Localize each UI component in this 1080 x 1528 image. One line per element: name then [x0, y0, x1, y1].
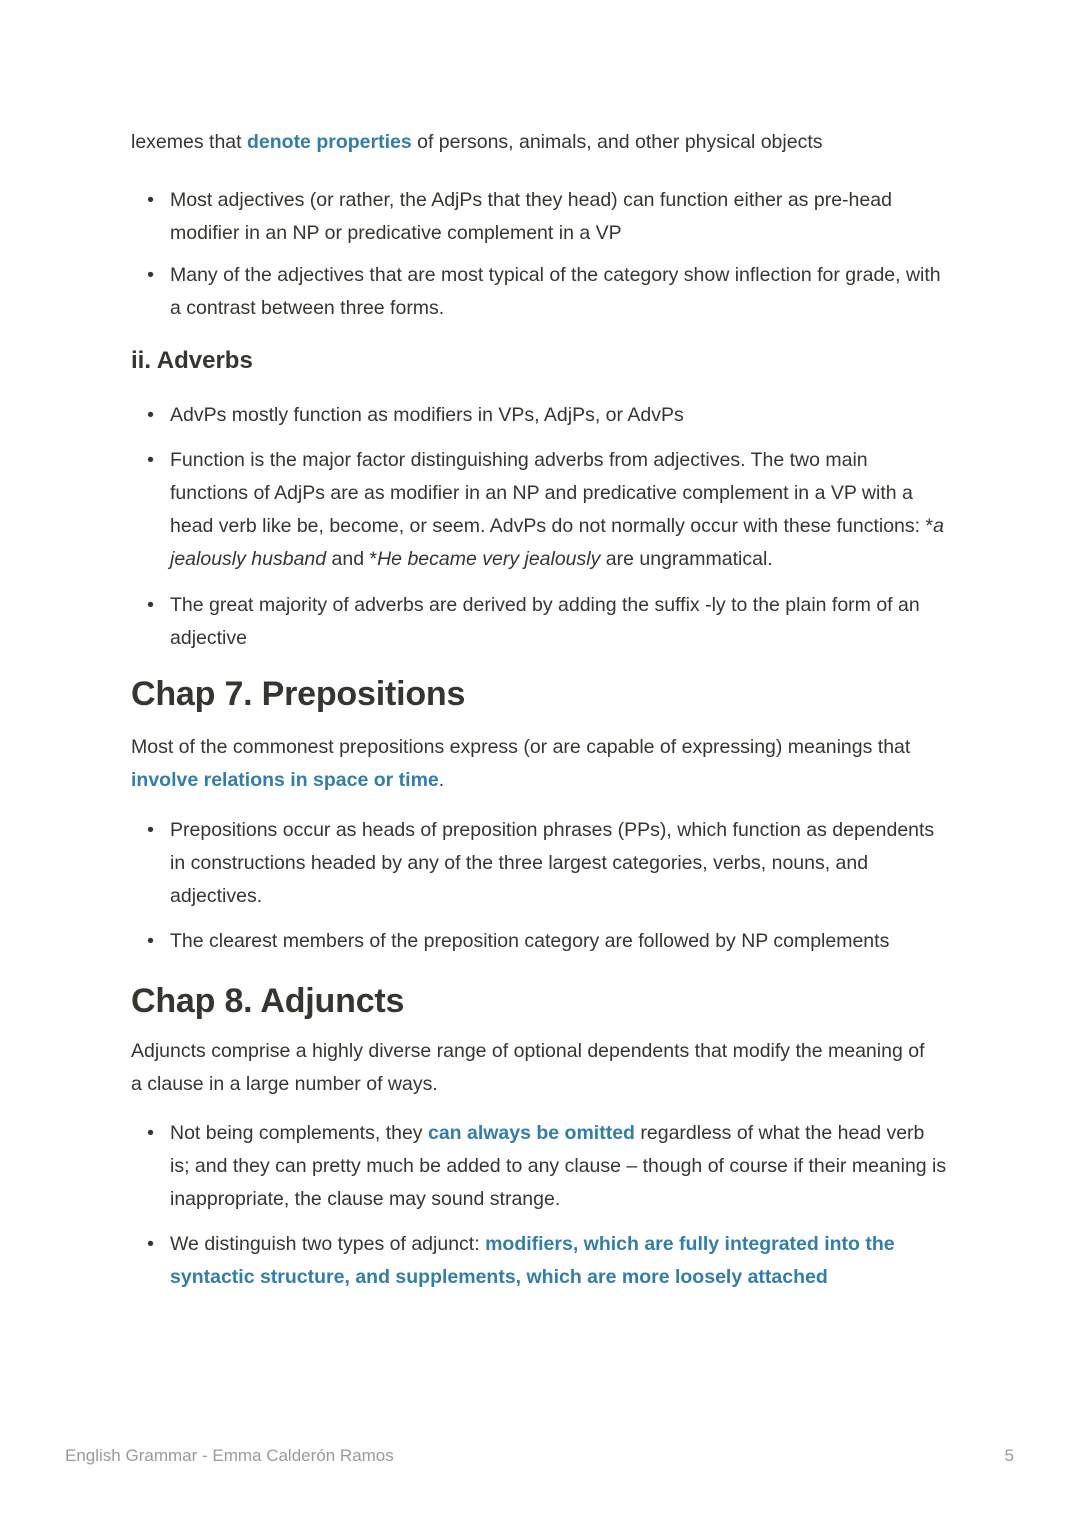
paragraph [131, 1035, 931, 1101]
text-run: Function is the major factor distinguishing adverbs from adjectives. The two main functions of AdjPs are as modifier in an NP and predicative complement in a VP with a head verb like be, become, or seem. AdvPs do not normally occur with these functions: * [170, 449, 934, 537]
bullet-item [131, 589, 947, 655]
bullet-text [170, 814, 947, 913]
text-run: regardless of what the head verb is; and they can pretty much be added to any clause – though of course if their meaning is inappropriate, the clause may sound strange. [170, 1122, 947, 1210]
bullet-marker: • [147, 449, 154, 471]
footer-page-number: 5 [1004, 1446, 1014, 1465]
text-run: Chap 8. Adjuncts [131, 982, 405, 1020]
text-run: The clearest members of the preposition category are followed by NP complements [170, 930, 890, 952]
bullet-text [170, 259, 947, 325]
accent-text: denote properties [246, 131, 412, 153]
bullet-item [131, 399, 947, 432]
accent-text: involve relations in space or time [131, 769, 439, 791]
accent-text: modifiers, which are fully integrated into the syntactic structure, and supplements, which are more loosely attached [170, 1233, 895, 1288]
italic-text: a jealously husband [170, 515, 944, 570]
paragraph [131, 731, 931, 797]
bullet-item [131, 1117, 947, 1216]
text-run: Most of the commonest prepositions express (or are capable of expressing) meanings that [131, 736, 911, 758]
footer-document-title: English Grammar - Emma Calderón Ramos [65, 1446, 394, 1465]
bullet-text [170, 1228, 947, 1294]
text-run: We distinguish two types of adjunct: [170, 1233, 486, 1255]
bullet-item [131, 184, 947, 250]
italic-text: He became very jealously [377, 548, 601, 570]
bullet-text [170, 399, 947, 432]
bullet-marker: • [147, 264, 154, 286]
text-run: ii. Adverbs [131, 347, 253, 374]
bullet-marker: • [147, 819, 154, 841]
text-run: Most adjectives (or rather, the AdjPs that they head) can function either as pre-head modifier in an NP or predicative complement in a VP [170, 189, 892, 244]
bullet-text [170, 925, 947, 958]
bullet-marker: • [147, 594, 154, 616]
bullet-marker: • [147, 1233, 154, 1255]
bullet-item [131, 259, 947, 325]
text-run: AdvPs mostly function as modifiers in VPs, AdjPs, or AdvPs [170, 404, 684, 426]
bullet-text [170, 589, 947, 655]
document-content [131, 126, 947, 1294]
text-run: are ungrammatical. [600, 548, 773, 570]
bullet-item [131, 814, 947, 913]
text-run: . [438, 769, 445, 791]
bullet-item [131, 925, 947, 958]
bullet-marker: • [147, 404, 154, 426]
text-run: The great majority of adverbs are derived by adding the suffix -ly to the plain form of an adjective [170, 594, 920, 649]
paragraph [131, 126, 931, 159]
text-run: Adjuncts comprise a highly diverse range of optional dependents that modify the meaning of a clause in a large number of ways. [131, 1040, 925, 1095]
text-run: lexemes that [131, 131, 247, 153]
chapter-heading [131, 673, 947, 715]
bullet-text [170, 444, 947, 576]
text-run: Prepositions occur as heads of preposition phrases (PPs), which function as dependents in constructions headed by any of the three largest categories, verbs, nouns, and adjectives. [170, 819, 935, 907]
text-run: Not being complements, they [170, 1122, 428, 1144]
text-run: and * [326, 548, 378, 570]
bullet-marker: • [147, 1122, 154, 1144]
bullet-text [170, 184, 947, 250]
text-run: Chap 7. Prepositions [131, 675, 466, 713]
bullet-item [131, 444, 947, 576]
section-heading [131, 345, 947, 376]
bullet-text [170, 1117, 947, 1216]
accent-text: can always be omitted [427, 1122, 635, 1144]
text-run: of persons, animals, and other physical objects [411, 131, 823, 153]
text-run: Many of the adjectives that are most typical of the category show inflection for grade, with a contrast between three forms. [170, 264, 941, 319]
chapter-heading [131, 980, 947, 1022]
page-footer [65, 1445, 1014, 1467]
bullet-item [131, 1228, 947, 1294]
bullet-marker: • [147, 189, 154, 211]
bullet-marker: • [147, 930, 154, 952]
